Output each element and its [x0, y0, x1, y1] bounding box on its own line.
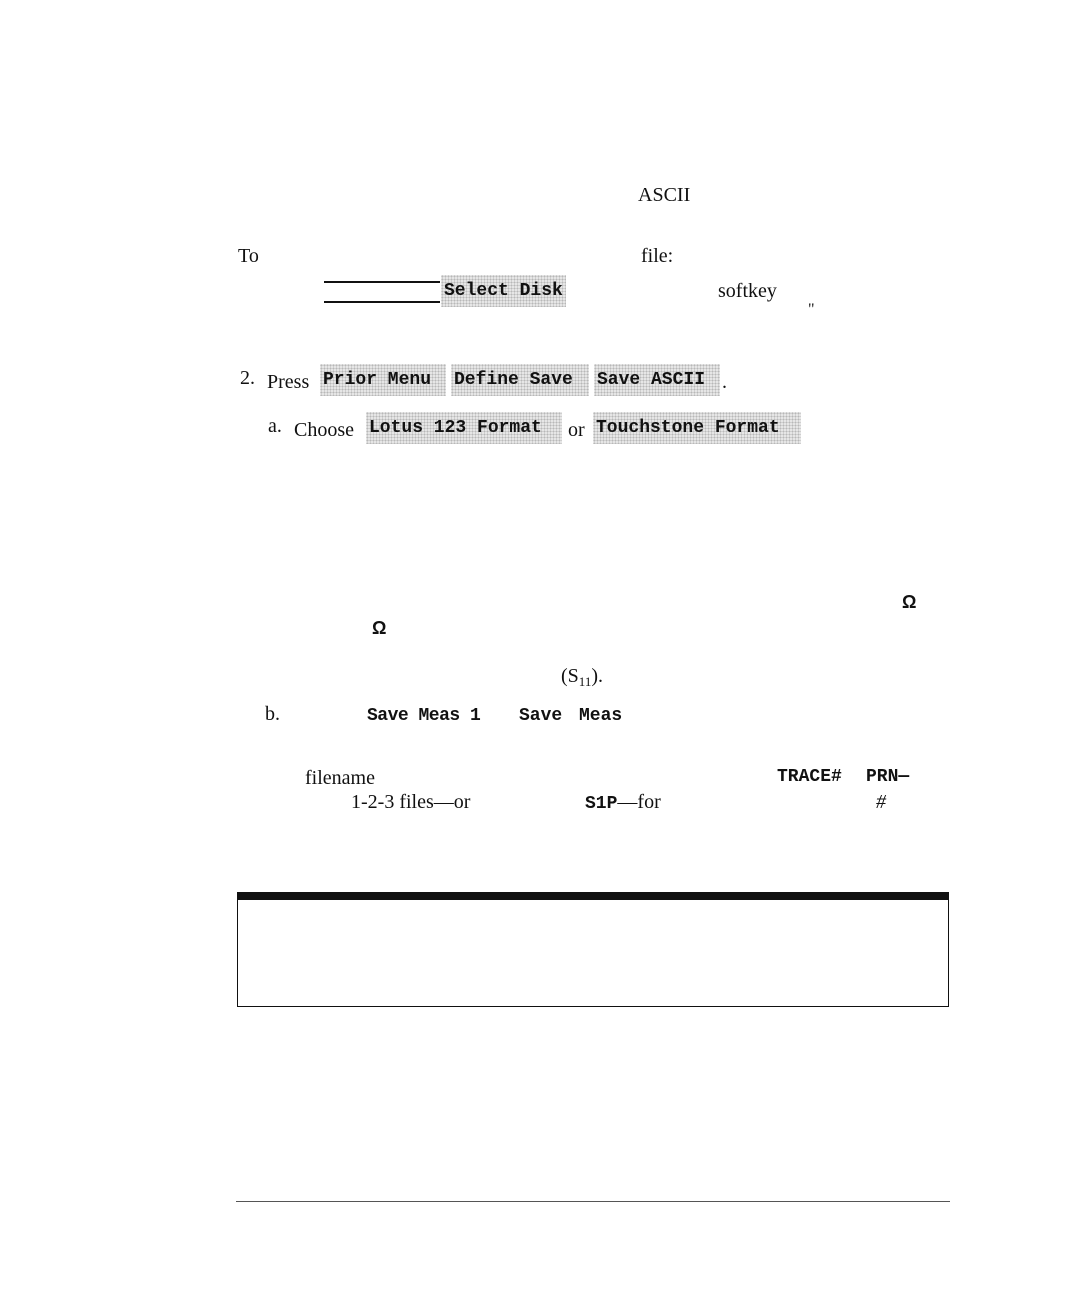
prn-extension-text: PRN—	[866, 767, 910, 787]
hardkey-underline	[324, 281, 440, 283]
hash-symbol: #	[876, 791, 886, 813]
s1p-extension-text: S1P—for	[585, 791, 661, 814]
step-a-choose: Choose	[294, 419, 354, 441]
or-text: or	[568, 419, 585, 441]
save-meas-1-softkey[interactable]: Save Meas 1	[367, 706, 481, 726]
note-box	[237, 892, 949, 1007]
define-save-softkey[interactable]: Define Save	[451, 364, 589, 396]
step-2-press: Press	[267, 371, 310, 393]
lotus-files-text: 1-2-3 files—or	[351, 791, 471, 813]
softkey-text: softkey	[718, 280, 777, 302]
ohm-symbol-2: Ω	[372, 618, 387, 638]
filename-text: filename	[305, 767, 375, 789]
step-b-letter: b.	[265, 703, 280, 725]
ohm-symbol-1: Ω	[902, 592, 917, 612]
to-text: To	[238, 245, 259, 267]
step-2-number: 2.	[240, 367, 255, 389]
save-ascii-softkey[interactable]: Save ASCII	[594, 364, 720, 396]
touchstone-format-softkey[interactable]: Touchstone Format	[593, 412, 801, 444]
hardkey-underline-lower	[324, 301, 440, 303]
file-text: file:	[641, 245, 674, 267]
save-meas-softkey[interactable]: Save Meas	[519, 706, 623, 726]
trace-hash-text: TRACE#	[777, 767, 842, 787]
prior-menu-softkey[interactable]: Prior Menu	[320, 364, 446, 396]
footer-rule	[236, 1201, 950, 1202]
ascii-text: ASCII	[638, 184, 691, 206]
lotus-123-format-softkey[interactable]: Lotus 123 Format	[366, 412, 562, 444]
select-disk-softkey[interactable]: Select Disk	[441, 275, 566, 307]
quote-mark: "	[808, 301, 815, 318]
step-a-letter: a.	[268, 415, 282, 437]
s11-parameter: $(S_{11})$.	[561, 665, 603, 689]
step-2-period: .	[722, 371, 727, 393]
